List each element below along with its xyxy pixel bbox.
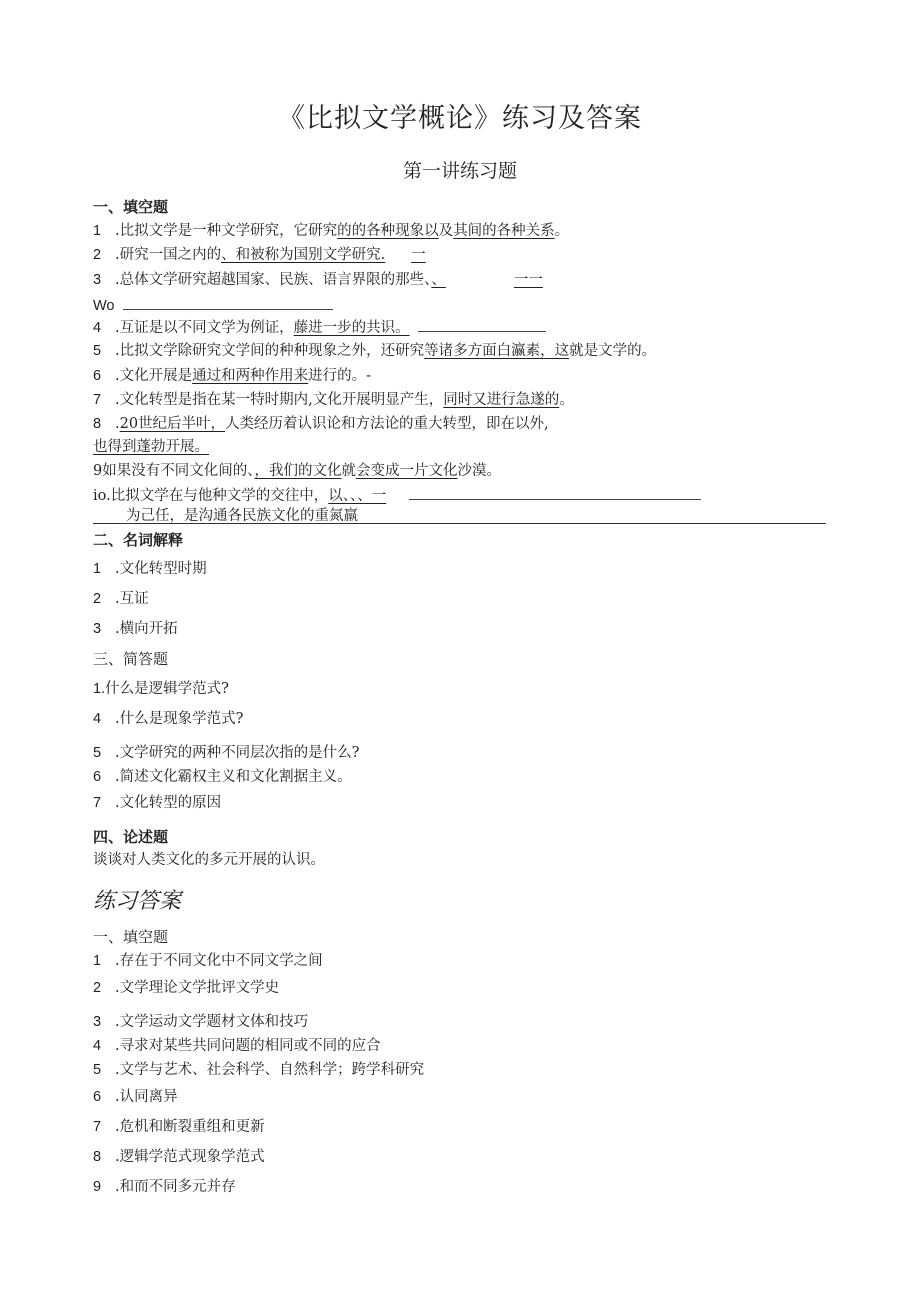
answer-item: 2 .文学理论文学批评文学史	[93, 980, 280, 996]
question-item: 3 .总体文学研究超越国家、民族、语言界限的那些、、 一一	[93, 272, 543, 288]
answer-blank	[418, 317, 546, 332]
question-item: 2 .研究一国之内的、和被称为国别文学研究. 一	[93, 247, 426, 263]
question-item-continuation: 为己任，是沟通各民族文化的重氮羸	[126, 508, 358, 524]
answer-item: 9 .和而不同多元并存	[93, 1179, 236, 1195]
section-heading-essay: 四、论述题	[93, 828, 169, 846]
section-divider	[93, 523, 826, 524]
answer-item: 6 .认同离异	[93, 1089, 178, 1105]
question-item-continuation: Wo	[93, 295, 333, 316]
question-item: 5 .比拟文学除研究文学间的种种现象之外，还研究等诸多方面白瀛素，这就是文学的。	[93, 343, 657, 359]
question-item-continuation: 也得到蓬勃开展。	[93, 439, 209, 455]
question-item: 6 .文化开展是通过和两种作用来进行的。-	[93, 368, 372, 384]
term-item: 2 .互证	[93, 591, 149, 607]
answer-blank	[123, 295, 333, 310]
question-item: io.比拟文学在与他种文学的交往中，以、、、一	[93, 485, 701, 506]
term-item: 1 .文化转型时期	[93, 561, 207, 577]
answer-item: 5 .文学与艺术、社会科学、自然科学；跨学科研究	[93, 1062, 425, 1078]
question-item: 7 .文化转型是指在某一特时期内,文化开展明显产生，同时又进行急遂的。	[93, 392, 574, 408]
question-item: 8 .20世纪后半叶，人类经历着认识论和方法论的重大转型，即在以外,	[93, 416, 549, 432]
short-answer-item: 5 .文学研究的两种不同层次指的是什么?	[93, 745, 360, 761]
essay-question: 谈谈对人类文化的多元开展的认识。	[93, 852, 325, 868]
short-answer-item: 4 .什么是现象学范式?	[93, 711, 244, 727]
document-title: 《比拟文学概论》练习及答案	[278, 103, 642, 134]
answers-heading: 一、填空题	[93, 928, 169, 946]
short-answer-item: 6 .简述文化霸权主义和文化割据主义。	[93, 769, 352, 785]
question-item: 1 .比拟文学是一种文学研究，它研究的的各种现象以及其间的各种关系。	[93, 223, 570, 239]
answer-item: 7 .危机和断裂重组和更新	[93, 1119, 265, 1135]
lecture-subtitle: 第一讲练习题	[402, 160, 517, 182]
answers-title: 练习答案	[93, 889, 182, 914]
answer-item: 4 .寻求对某些共同问题的相同或不同的应合	[93, 1038, 381, 1054]
answer-item: 8 .逻辑学范式现象学范式	[93, 1149, 265, 1165]
answer-item: 1 .存在于不同文化中不同文学之间	[93, 953, 323, 969]
section-heading-fill-blank: 一、填空题	[93, 198, 169, 216]
section-heading-terms: 二、名词解释	[93, 531, 184, 549]
answer-item: 3 .文学运动文学题材文体和技巧	[93, 1014, 309, 1030]
short-answer-item: 1.什么是逻辑学范式?	[93, 681, 229, 697]
short-answer-item: 7 .文化转型的原因	[93, 795, 222, 811]
answer-blank	[409, 485, 701, 500]
section-heading-short-answer: 三、简答题	[93, 650, 169, 668]
question-item: 4 .互证是以不同文学为例证，藤进一步的共识。	[93, 317, 546, 338]
question-item: 9如果没有不同文化间的、，我们的文化就会变成一片文化沙漠。	[93, 463, 501, 479]
term-item: 3 .横向开拓	[93, 621, 178, 637]
